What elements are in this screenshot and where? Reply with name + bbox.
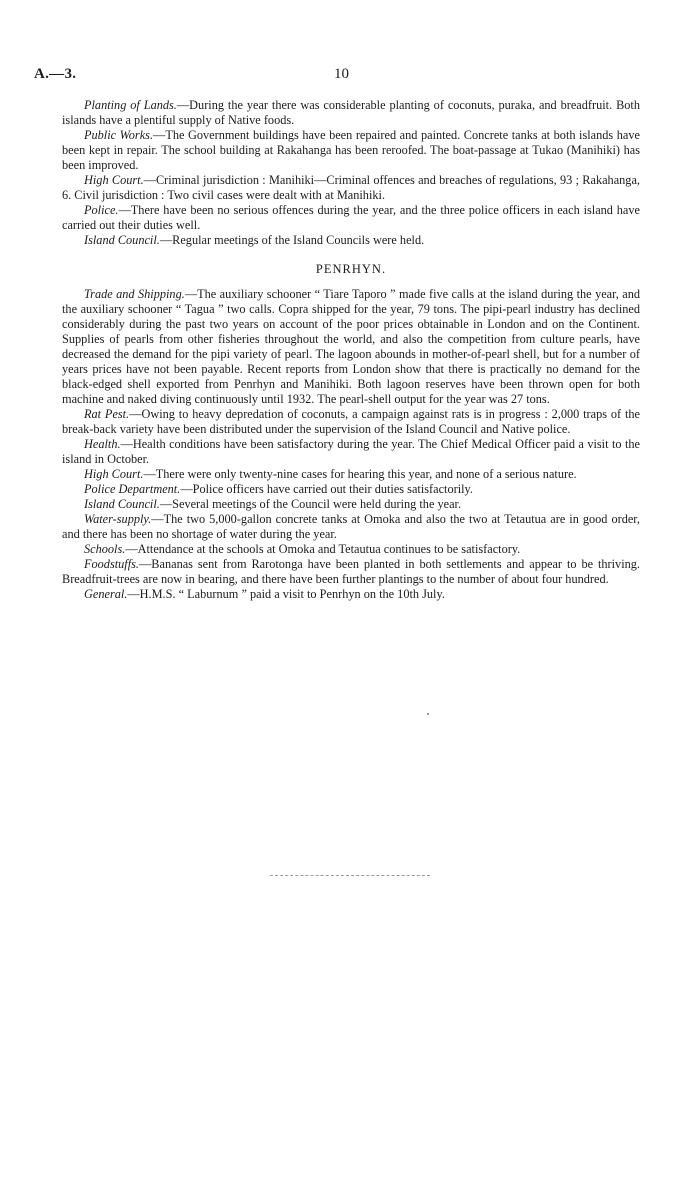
paragraph-heading: Planting of Lands. (84, 98, 177, 112)
paragraph-text: —Criminal jurisdiction : Manihiki—Criminal offences and breaches of regulations, 93 ; Rakahanga, 6. Civil jurisdiction : Two civil cases were dealt with at Manihiki. (62, 173, 640, 202)
paragraph-heading: Foodstuffs. (84, 557, 139, 571)
paragraph-island-council (62, 233, 640, 248)
paragraph-heading: Police Department. (84, 482, 181, 496)
paragraph-island-council-penrhyn (62, 497, 640, 512)
paragraph-text: —Attendance at the schools at Omoka and Tetautua continues to be satisfactory. (125, 542, 521, 556)
paragraph-high-court-penrhyn (62, 467, 640, 482)
paragraph-water-supply (62, 512, 640, 542)
paragraph-text: —Police officers have carried out their duties satisfactorily. (180, 482, 473, 496)
paragraph-heading: High Court. (84, 173, 144, 187)
paragraph-heading: Water-supply. (84, 512, 152, 526)
paragraph-text: —Several meetings of the Council were held during the year. (159, 497, 462, 511)
paragraph-trade-and-shipping (62, 287, 640, 407)
paragraph-text: —The auxiliary schooner “ Tiare Taporo ” made five calls at the island during the year, and the auxiliary schooner “ Tagua ” two calls. Copra shipped for the year, 79 tons. The pipi-pearl industry has declined considerably during the past two years on account of the poor prices obtainable in London and on the Continent. Supplies of pearls from other fisheries throughout the world, and also the competition from culture pearls, have decreased the demand for the pipi variety of pearl. The lagoon abounds in mother-of-pearl shell, but for a number of years prices have not been payable. Recent reports from London show that there is practically no demand for the black-edged shell exported from Penrhyn and Manihiki. Both lagoon reserves have been thrown open for both machine and naked diving continuously until 1932. The pearl-shell output for the year was 27 tons. (62, 287, 640, 406)
paragraph-heading: Island Council. (84, 233, 160, 247)
paragraph-text: —Health conditions have been satisfactory during the year. The Chief Medical Officer paid a visit to the island in October. (62, 437, 640, 466)
paragraph-heading: Schools. (84, 542, 126, 556)
print-speck (427, 713, 429, 715)
paragraph-text: —The Government buildings have been repaired and painted. Concrete tanks at both islands have been kept in repair. The school building at Rakahanga has been reroofed. The boat-passage at Tukao (Manihiki) has been improved. (62, 128, 640, 172)
paragraph-heading: Island Council. (84, 497, 160, 511)
page-header (34, 66, 644, 88)
paragraph-text: —H.M.S. “ Laburnum ” paid a visit to Penrhyn on the 10th July. (127, 587, 445, 601)
paragraph-heading: Trade and Shipping. (84, 287, 185, 301)
paragraph-schools (62, 542, 640, 557)
footer-divider (270, 875, 430, 877)
paragraph-health (62, 437, 640, 467)
section-title-penrhyn: PENRHYN. (315, 262, 387, 276)
paragraph-text: —There have been no serious offences during the year, and the three police officers in each island have carried out their duties well. (62, 203, 640, 232)
paragraph-heading: Health. (84, 437, 121, 451)
paragraph-text: —Regular meetings of the Island Councils were held. (159, 233, 425, 247)
body-text (62, 98, 640, 602)
paragraph-heading: Police. (84, 203, 119, 217)
paragraph-high-court (62, 173, 640, 203)
paragraph-text: —The two 5,000-gallon concrete tanks at Omoka and also the two at Tetautua are in good order, and there has been no shortage of water during the year. (62, 512, 640, 541)
paragraph-text: —During the year there was considerable planting of coconuts, puraka, and breadfruit. Both islands have a plentiful supply of Native foods. (62, 98, 640, 127)
paragraph-foodstuffs (62, 557, 640, 587)
paragraph-heading: General. (84, 587, 128, 601)
document-reference: A.—3. (34, 66, 77, 82)
page-number: 10 (334, 66, 349, 82)
paragraph-rat-pest (62, 407, 640, 437)
paragraph-police-department (62, 482, 640, 497)
paragraph-heading: Public Works. (84, 128, 154, 142)
paragraph-planting-of-lands (62, 98, 640, 128)
paragraph-text: —There were only twenty-nine cases for hearing this year, and none of a serious nature. (143, 467, 577, 481)
paragraph-general (62, 587, 640, 602)
paragraph-public-works (62, 128, 640, 173)
paragraph-heading: High Court. (84, 467, 144, 481)
paragraph-text: —Owing to heavy depredation of coconuts, a campaign against rats is in progress : 2,000 traps of the break-back variety have been distributed under the supervision of the Island Council and Native police. (62, 407, 641, 436)
paragraph-heading: Rat Pest. (84, 407, 130, 421)
paragraph-police (62, 203, 640, 233)
paragraph-text: —Bananas sent from Rarotonga have been planted in both settlements and appear to be thriving. Breadfruit-trees are now in bearing, and there have been further plantings to the number of about four hundred. (62, 557, 640, 586)
